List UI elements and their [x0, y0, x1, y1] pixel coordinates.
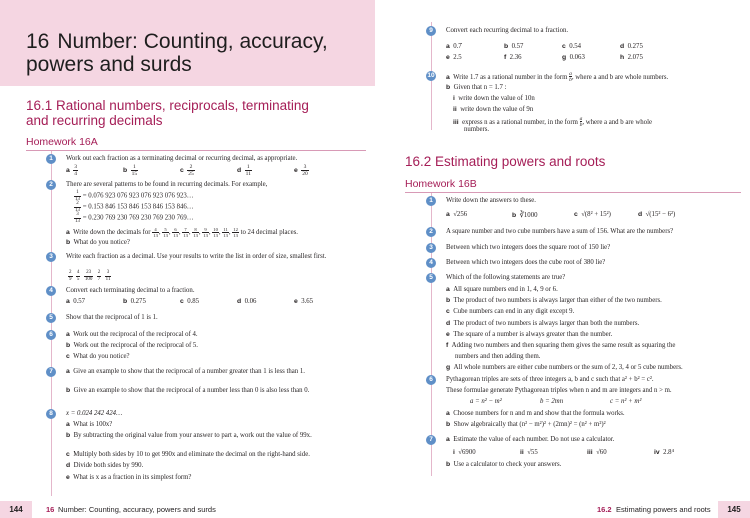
statement-item	[455, 353, 541, 360]
question-number: 3	[46, 252, 56, 262]
part-label: h	[620, 54, 625, 61]
question-number: 6	[46, 330, 56, 340]
question-number: 4	[46, 286, 56, 296]
part-item: b What do you notice?	[66, 239, 130, 246]
fraction	[182, 227, 189, 238]
fraction	[301, 164, 309, 177]
estimate-part	[654, 449, 674, 456]
section-title: 16.2 Estimating powers and roots	[405, 154, 606, 169]
part-label: c	[180, 167, 184, 175]
fraction	[131, 164, 139, 177]
numerator: 3	[303, 164, 307, 170]
formula: c = n² + m²	[610, 398, 642, 405]
decimal-value: 0.275	[130, 298, 146, 305]
recurring-value: 0.57	[511, 43, 524, 50]
fraction	[172, 227, 179, 238]
decimal-expansion: = 0.153 846 153 846 153 846 153 846…	[82, 203, 194, 211]
part-label: iv	[654, 449, 660, 456]
right-page	[375, 0, 750, 518]
fraction-part	[294, 164, 309, 177]
question-text: Pythagorean triples are sets of three integers a, b and c such that a² + b² = c².	[446, 376, 654, 383]
recurring-decimal-line	[74, 212, 194, 224]
numerator: 4	[76, 270, 80, 275]
root-part	[446, 211, 467, 218]
part-item: c Multiply both sides by 10 to get 990x and eliminate the decimal on the right-hand side.	[66, 451, 310, 458]
part-label: g	[562, 54, 567, 61]
statement-text: Adding two numbers and then squaring them gives the same result as squaring the	[451, 342, 676, 349]
denominator: 100	[84, 276, 93, 282]
fraction	[232, 227, 239, 238]
part-item: b Work out the reciprocal of the reciprocal of 5.	[66, 342, 199, 349]
fraction	[74, 212, 81, 224]
statement-text: numbers and then adding them.	[455, 353, 541, 361]
statement-item	[446, 308, 574, 315]
question-number: 5	[46, 313, 56, 323]
denominator: 20	[302, 171, 308, 177]
sub-part-item: iii express n as a rational number, in the form $\frac{a}{b}$, where a and b are whole	[453, 116, 652, 128]
fraction	[162, 227, 169, 238]
denominator: 13	[173, 233, 178, 239]
recurring-part	[620, 54, 643, 61]
fraction	[222, 227, 229, 238]
numerator: 12	[233, 227, 238, 232]
question-number: 2	[46, 180, 56, 190]
denominator: 13	[193, 233, 198, 239]
question-text: There are several patterns to be found in recurring decimals. For example,	[66, 181, 268, 188]
part-item: b Give an example to show that the reciprocal of a number less than 0 is also less than 0.	[66, 387, 310, 394]
estimate-expression: √60	[596, 449, 607, 456]
estimate-expression: 2.8⁴	[663, 449, 674, 456]
root-expression: √(15² − 6²)	[645, 211, 676, 218]
numerator: 7	[184, 227, 187, 232]
fraction	[97, 270, 102, 282]
part-item: d Divide both sides by 990.	[66, 462, 144, 469]
part-item: a Estimate the value of each number. Do not use a calculator.	[446, 436, 615, 443]
part-label: d	[237, 167, 242, 175]
page-number: 145	[718, 501, 750, 518]
statement-item	[446, 331, 612, 338]
part-item: c What do you notice?	[66, 353, 130, 360]
part-item: b Use a calculator to check your answers.	[446, 461, 562, 468]
formula: a = n² − m²	[470, 398, 502, 405]
decimal-part	[66, 298, 85, 305]
footer-chapter-number: 16	[46, 505, 55, 514]
statement-item	[446, 364, 683, 371]
part-label: d	[237, 298, 242, 305]
part-item: b Show algebraically that (n² − m²)² + (2mn)² = (n² + m²)²	[446, 421, 606, 428]
recurring-value: 2.36	[509, 54, 522, 61]
denominator: 5	[76, 276, 80, 282]
fraction	[68, 270, 73, 282]
fraction-part	[180, 164, 195, 177]
numerator: 8	[194, 227, 197, 232]
part-label: b	[512, 212, 517, 219]
part-label: a	[446, 211, 450, 218]
question-number: 4	[426, 258, 436, 268]
part-item: a What is 100x?	[66, 421, 113, 428]
recurring-part	[446, 54, 462, 61]
fraction-part	[123, 164, 138, 177]
decimal-value: 0.57	[73, 298, 86, 305]
recurring-value: 0.063	[569, 54, 585, 61]
question-text: Between which two integers does the square root of 150 lie?	[446, 244, 611, 251]
formula: b = 2mn	[540, 398, 564, 405]
footer-section-title: Estimating powers and roots	[616, 505, 711, 514]
denominator: 13	[75, 218, 80, 224]
denominator: 13	[233, 233, 238, 239]
decimal-part	[294, 298, 313, 305]
part-label: d	[446, 319, 451, 327]
recurring-part	[562, 54, 585, 61]
root-part	[638, 211, 675, 218]
part-label: c	[180, 298, 184, 305]
fraction	[212, 227, 219, 238]
fraction	[73, 164, 78, 177]
part-item: a Give an example to show that the reciprocal of a number greater than 1 is less than 1.	[66, 368, 305, 375]
decimal-part	[180, 298, 199, 305]
root-expression: ∛1000	[519, 212, 538, 219]
fraction	[84, 270, 94, 282]
denominator: 13	[153, 233, 158, 239]
question-text: Which of the following statements are true?	[446, 274, 566, 281]
chapter-title-text: Number: Counting, accuracy, powers and surds	[26, 30, 328, 76]
denominator: 11	[245, 171, 251, 177]
part-label: e	[294, 167, 298, 175]
statement-item	[446, 320, 639, 327]
denominator: 4	[74, 171, 77, 177]
section-title: 16.1 Rational numbers, reciprocals, terminating and recurring decimals	[26, 98, 309, 128]
denominator: 13	[203, 233, 208, 239]
statement-text: The square of a number is always greater than the number.	[453, 330, 613, 338]
numerator: 6	[174, 227, 177, 232]
part-item: a Write 1.7 as a rational number in the form $\frac{a}{b}$, where a and b are whole numbers.	[446, 71, 669, 83]
part-item: b Given that n = 1.7 :	[446, 84, 507, 91]
numerator: 2	[97, 270, 101, 275]
decimal-expansion: = 0.076 923 076 923 076 923 076 923…	[82, 192, 194, 200]
numerator: 3	[74, 164, 77, 170]
question-number: 8	[46, 409, 56, 419]
right-footer	[375, 501, 750, 518]
question-number: 1	[46, 154, 56, 164]
numerator: 5	[164, 227, 167, 232]
question-number: 6	[426, 375, 436, 385]
part-label: a	[446, 43, 450, 50]
question-text: Write down the answers to these.	[446, 197, 536, 204]
statement-item	[446, 297, 662, 304]
part-label: iii	[587, 449, 593, 456]
chapter-title	[26, 30, 366, 76]
root-expression: √256	[453, 211, 468, 218]
decimal-part	[237, 298, 256, 305]
question-number: 7	[426, 435, 436, 445]
question-text: Between which two integers does the cube root of 380 lie?	[446, 259, 606, 266]
part-item: a Work out the reciprocal of the reciprocal of 4.	[66, 331, 198, 338]
denominator: 11	[105, 276, 111, 282]
question-number: 1	[426, 196, 436, 206]
sub-part-item: ii write down the value of 9n	[453, 106, 534, 113]
part-label: a	[446, 286, 450, 293]
question-text: Write each fraction as a decimal. Use your results to write the list in order of size, smallest first.	[66, 253, 327, 260]
part-item: b By subtracting the original value from your answer to part a, work out the value of 99x.	[66, 432, 312, 439]
part-label: e	[446, 330, 450, 338]
numerator: 2	[69, 270, 72, 275]
part-label: b	[123, 298, 128, 305]
denominator: 15	[131, 171, 138, 177]
recurring-part	[504, 43, 523, 50]
homework-heading: Homework 16A	[26, 136, 98, 148]
fractions-inline: $\frac{4}{13}$ , $\frac{5}{13}$ , $\frac{6}{13}$ , $\frac{7}{13}$ , $\frac{8}{13}$ , $\frac{9}{13}$ , $\frac{10}{13}$ , $\frac{11}{13}$ , $\frac{12}{13}$	[153, 227, 238, 239]
part-label: f	[504, 54, 507, 61]
question-text: Work out each fraction as a terminating decimal or recurring decimal, as appropriate.	[66, 155, 298, 162]
root-part	[574, 211, 611, 218]
statement-text: All square numbers end in 1, 4, 9 or 6.	[453, 286, 558, 293]
part-label: d	[620, 43, 625, 50]
numerator: 3	[106, 270, 110, 275]
sub-part-continuation: numbers.	[464, 126, 490, 133]
recurring-value: 2.5	[453, 54, 462, 61]
recurring-part	[446, 43, 462, 50]
question-text: A square number and two cube numbers have a sum of 156. What are the numbers?	[446, 228, 674, 235]
fraction	[76, 270, 81, 282]
sub-part-item: i write down the value of 10n	[453, 95, 535, 102]
numerator: 1	[132, 164, 136, 170]
numerator: 1	[246, 164, 250, 170]
recurring-value: 0.7̇	[453, 43, 462, 50]
decimal-expansion: = 0.230 769 230 769 230 769 230 769…	[82, 214, 194, 222]
left-footer	[0, 501, 375, 518]
numerator: 2	[189, 164, 193, 170]
statement-item	[446, 286, 558, 293]
statement-text: Cube numbers can end in any digit except 9.	[453, 308, 575, 316]
question-text-2: These formulae generate Pythagorean triples when n and m are integers and n > m.	[446, 387, 672, 394]
question-text: Show that the reciprocal of 1 is 1.	[66, 314, 158, 321]
decimal-part	[123, 298, 146, 305]
part-label: a	[66, 167, 70, 175]
fraction	[245, 164, 252, 177]
part-label: f	[446, 342, 449, 349]
statement-text: The product of two numbers is always larger than both the numbers.	[453, 319, 640, 327]
statement-text: All whole numbers are either cube numbers or the sum of 2, 3, 4 or 5 cube numbers.	[453, 364, 683, 372]
part-label: c	[574, 211, 578, 218]
part-label: a Write down the decimals for $\frac{4}{13}$ , $\frac{5}{13}$ , $\frac{6}{13}$ , $\frac{7}{13}$ , $\frac{8}{13}$ , $\frac{9}{13}$ , $\frac{10}{13}$ , $\frac{11}{13}$ , $\frac{12}{13}$ to 24 decimal places.	[66, 227, 298, 239]
estimate-part	[453, 449, 476, 456]
fraction-part	[66, 164, 78, 177]
chapter-number: 16	[26, 30, 50, 53]
footer-section-number: 16.2	[597, 505, 612, 514]
part-label: b	[504, 43, 509, 50]
part-item: a Choose numbers for n and m and show that the formula works.	[446, 410, 625, 417]
homework-rule	[26, 150, 366, 151]
fractions-line	[68, 270, 111, 282]
root-expression: √(8² + 15²)	[581, 211, 611, 218]
part-label: d	[638, 211, 643, 218]
recurring-part	[562, 43, 581, 50]
part-label: ii	[520, 449, 524, 456]
numerator: 2	[76, 201, 79, 206]
part-label: a	[66, 298, 70, 305]
part-item: e What is x as a fraction in its simplest form?	[66, 474, 192, 481]
decimal-value: 0.06	[244, 298, 257, 305]
recurring-value: 0.54	[569, 43, 582, 50]
decimal-value: 3.65	[301, 298, 314, 305]
denominator: 13	[183, 233, 188, 239]
denominator: 13	[75, 196, 80, 202]
root-part	[512, 211, 538, 219]
numerator: 23	[86, 270, 92, 275]
estimate-part	[520, 449, 538, 456]
decimal-value: 0.85	[187, 298, 200, 305]
recurring-value: 2.075	[627, 54, 643, 61]
numerator: 9	[204, 227, 207, 232]
part-label: i	[453, 449, 455, 456]
denominator: 7	[97, 276, 101, 282]
numerator: 10	[213, 227, 218, 232]
denominator: 13	[75, 207, 80, 213]
numerator: 1	[76, 190, 79, 195]
question-number: 3	[426, 243, 436, 253]
footer-chapter-title: Number: Counting, accuracy, powers and surds	[58, 505, 216, 514]
denominator: 9	[69, 276, 72, 282]
page-number: 144	[0, 501, 32, 518]
part-label: b	[123, 167, 128, 175]
homework-heading: Homework 16B	[405, 178, 477, 190]
question-text: Convert each terminating decimal to a fraction.	[66, 287, 195, 294]
part-label: g	[446, 364, 451, 372]
question-number: 5	[426, 273, 436, 283]
fraction	[202, 227, 209, 238]
homework-rule	[405, 192, 741, 193]
denominator: 13	[213, 233, 218, 239]
statement-text: The product of two numbers is always larger than either of the two numbers.	[453, 297, 662, 305]
question-number: 7	[46, 367, 56, 377]
part-label: e	[446, 54, 450, 61]
numerator: 11	[223, 227, 228, 232]
denominator: 13	[163, 233, 168, 239]
denominator: 25	[188, 171, 194, 177]
estimate-part	[587, 449, 607, 456]
fraction	[152, 227, 159, 238]
fraction	[105, 270, 112, 282]
denominator: 13	[223, 233, 228, 239]
part-label: b	[446, 297, 451, 305]
question-number: 9	[426, 26, 436, 36]
recurring-value: 0.275	[627, 43, 643, 50]
question-number: 10	[427, 72, 435, 79]
recurring-part	[620, 43, 643, 50]
numerator: 3	[76, 212, 79, 217]
part-label: c	[562, 43, 566, 50]
question-number: 2	[426, 227, 436, 237]
estimate-expression: √6900	[458, 449, 476, 456]
recurring-part	[504, 54, 522, 61]
question-column-line	[51, 151, 52, 496]
numerator: 4	[154, 227, 157, 232]
fraction	[187, 164, 195, 177]
question-text: x = 0.024 242 424…	[66, 410, 123, 417]
fraction	[192, 227, 199, 238]
part-label: e	[294, 298, 298, 305]
part-label: c	[446, 308, 450, 316]
estimate-expression: √55	[527, 449, 538, 456]
fraction-part	[237, 164, 252, 177]
question-text: Convert each recurring decimal to a fraction.	[446, 27, 569, 34]
statement-item	[446, 342, 675, 349]
